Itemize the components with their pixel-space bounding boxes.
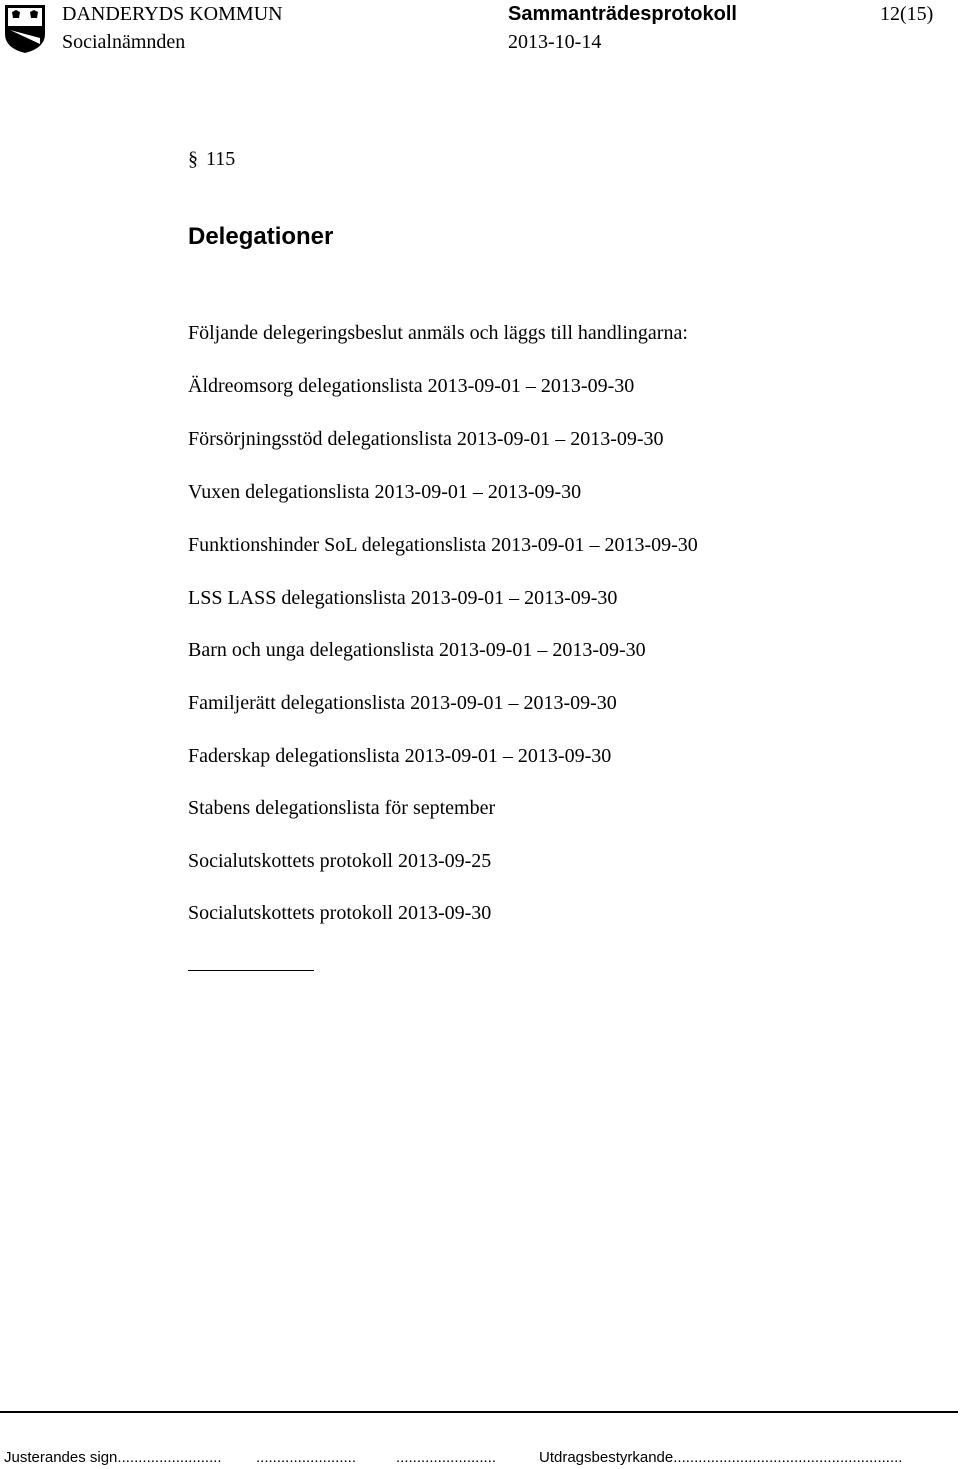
intro-text: Följande delegeringsbeslut anmäls och läggs till handlingarna: bbox=[188, 322, 688, 344]
list-item: LSS LASS delegationslista 2013-09-01 – 2013-09-30 bbox=[188, 587, 618, 609]
list-item: Försörjningsstöd delegationslista 2013-09-01 – 2013-09-30 bbox=[188, 428, 664, 450]
list-item: Socialutskottets protokoll 2013-09-30 bbox=[188, 902, 492, 924]
footer-divider bbox=[0, 1411, 958, 1413]
signature-dots: ........................ bbox=[256, 1449, 357, 1466]
list-item: Vuxen delegationslista 2013-09-01 – 2013-09-30 bbox=[188, 481, 582, 503]
page-number: 12(15) bbox=[880, 3, 934, 25]
utdragsbestyrkande: Utdragsbestyrkande....................................................... bbox=[539, 1449, 903, 1466]
end-rule bbox=[188, 970, 314, 971]
municipality-name: DANDERYDS KOMMUN bbox=[62, 3, 283, 25]
municipal-coat-of-arms-icon bbox=[4, 4, 46, 54]
paragraph-symbol: § bbox=[188, 148, 198, 170]
list-item: Faderskap delegationslista 2013-09-01 – 2013-09-30 bbox=[188, 745, 612, 767]
page-title: Delegationer bbox=[188, 223, 334, 250]
list-item: Familjerätt delegationslista 2013-09-01 – 2013-09-30 bbox=[188, 692, 617, 714]
section-heading bbox=[188, 146, 235, 172]
list-item: Stabens delegationslista för september bbox=[188, 797, 496, 819]
justerandes-sign: Justerandes sign......................... bbox=[4, 1449, 222, 1466]
committee-name: Socialnämnden bbox=[62, 31, 186, 53]
list-item: Äldreomsorg delegationslista 2013-09-01 – 2013-09-30 bbox=[188, 375, 635, 397]
signature-dots: ........................ bbox=[396, 1449, 497, 1466]
list-item: Funktionshinder SoL delegationslista 2013-09-01 – 2013-09-30 bbox=[188, 534, 698, 556]
list-item: Barn och unga delegationslista 2013-09-01 – 2013-09-30 bbox=[188, 639, 646, 661]
meeting-date: 2013-10-14 bbox=[508, 31, 602, 53]
list-item: Socialutskottets protokoll 2013-09-25 bbox=[188, 850, 492, 872]
document-type: Sammanträdesprotokoll bbox=[508, 3, 737, 25]
section-number: 115 bbox=[206, 148, 236, 170]
